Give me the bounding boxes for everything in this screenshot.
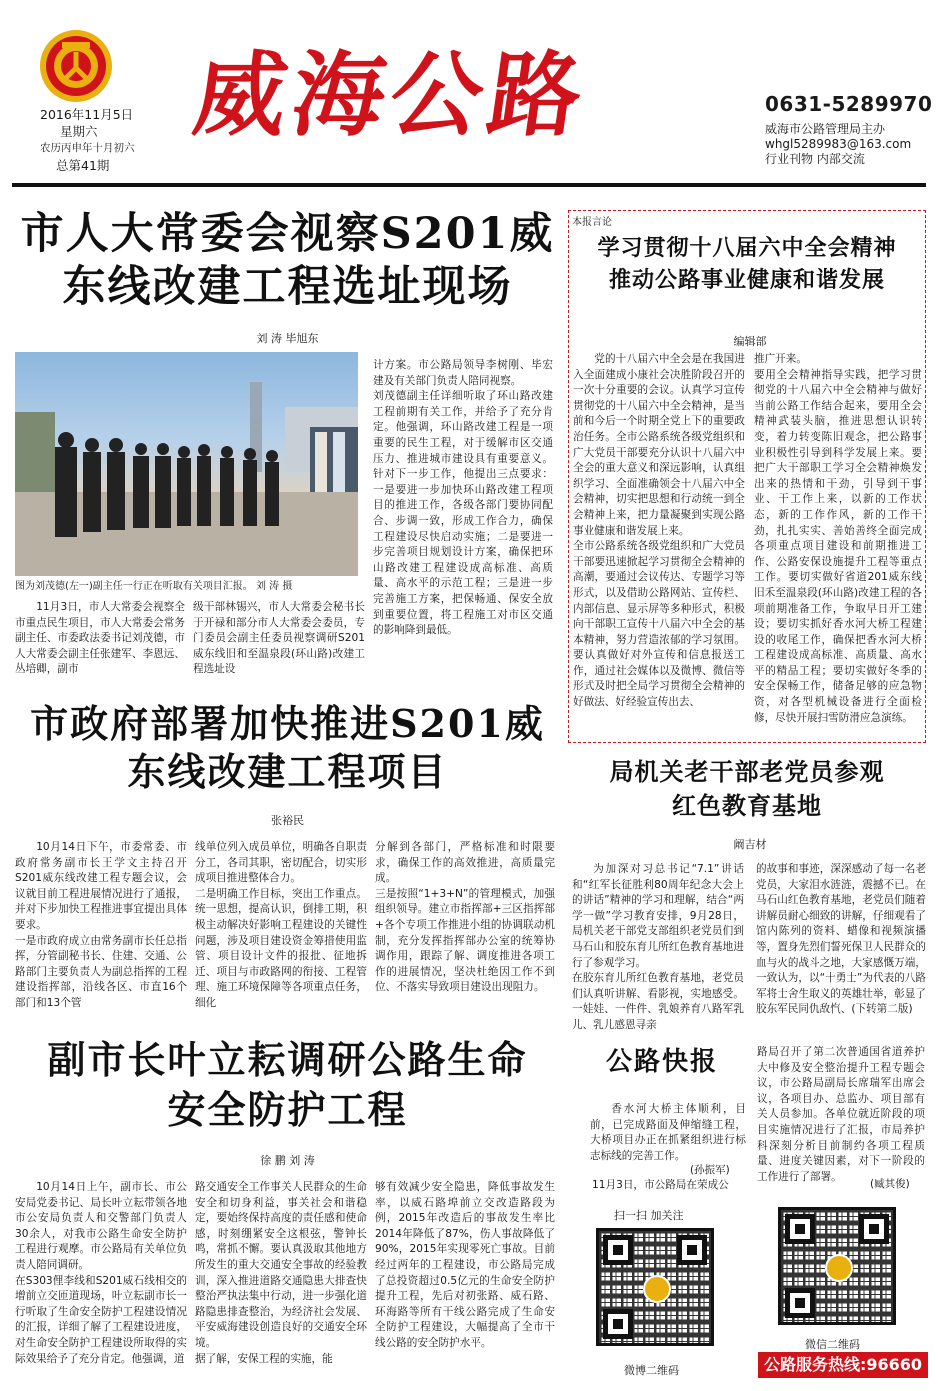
lunar-date: 农历丙申年十月初六 [40,142,135,154]
distribution-note: 行业刊物 内部交流 [765,152,865,166]
issue-number: 总第41期 [56,158,110,173]
masthead-title: 威海公路 [187,41,595,149]
masthead-divider [12,183,926,187]
article1-byline: 刘 涛 毕旭东 [256,332,319,345]
editorial-title-line1: 学习贯彻十八届六中全会精神 [597,235,897,261]
weibo-qr-label: 微博二维码 [624,1364,679,1377]
article3-title-line2: 红色教育基地 [672,791,822,820]
article4-headline [15,1035,560,1135]
article1-photo [15,352,358,576]
article4-title-line1: 副市长叶立耘调研公路生命 [47,1037,528,1082]
article3-col-right: 的故事和事迹，深深感动了每一名老党员，大家泪水涟涟，震撼不已。在马石山红色教育基地，老党员们随着讲解员耐心细致的讲解，仔细观看了馆内陈列的资料、蜡像和视频演播等，置身先烈们誓死保卫人民群众的血与火的战斗之地，大家感慨万端，一致认为，以“十勇士”为代表的八路军将士舍生取义的英雄壮举，彰显了胶东军民同仇敌忾、(下转第二版) [756,863,926,1016]
article1-col-left: 11月3日，市人大常委会视察全市重点民生项目，市人大常委会常务副主任、市委政法委书记刘茂德，市人大常委会副主任张建军、李恩远、丛培卿，副市 [15,601,185,676]
article1-col-right: 计方案。市公路局领导李树刚、毕宏建及有关部门负责人陪同视察。 刘茂德副主任详细听取了环山路改建工程前期有关工作，并给予了充分肯定。他强调，环山路改建工程是一项重要的民生工程，对于缓解市区交通压力、推进城市建设具有重要意义。针对下一步工作，他提出三点要求：一是要进一步加快环山路改建工程项目的推进工作，各级各部门要协同配合、步调一致，形成工作合力，确保工程建设尽快启动实施；二是要进一步完善项目规划设计方案，确保把环山路改建工程建设成高标准、高质量、高水平的示范工程；三是进一步完善施工方案，把保畅通、保安全放到重要位置，将工程施工对市区交通的影响降到最低。 [373,359,553,637]
brief-credit1: (孙振军) [690,1164,730,1176]
article2-col-right: 分解到各部门，严格标准和时限要求，确保工作的高效推进，高质量完成。 三是按照“1+3+N”的管理模式，加强组织领导。建立市指挥部+三区指挥部+各个专项工作推进小组的协调联动机制，充分发挥指挥部办公室的统筹协调作用，跟踪了解、调度推进各项工作的进展情况，坚决杜绝因工作不到位、不落实导致项目建设出现阻力。 [375,841,555,994]
article1-caption: 图为刘茂德(左一)副主任一行正在听取有关项目汇报。 刘 涛 摄 [15,581,293,592]
brief-col-left: 香水河大桥主体顺利，目前，已完成路面及伸缩缝工程，大桥项目办正在抓紧组织进行标志标线的完善工作。 [590,1103,746,1162]
article1-headline [15,208,560,314]
article3-byline: 阚吉材 [733,838,767,851]
qr-code-icon [778,1207,896,1325]
article1-title-line1: 市人大常委会视察S201威 [20,209,555,259]
article2-title-line1: 市政府部署加快推进S201威 [30,701,545,746]
issue-weekday: 星期六 [60,124,98,139]
article1-col-mid: 级干部林锡兴，市人大常委会秘书长于开禄和部分市人大常委会委员，专门委员会副主任委员视察调研S201威东线旧和至温泉段(环山路)改建工程选址设 [193,601,365,676]
phone-number: 0631-5289970 [765,92,933,116]
article4-title-line2: 安全防护工程 [167,1087,408,1132]
brief-col-right: 路局召开了第二次普通国省道养护大中修及安全整治提升工程专题会议，市公路局副局长席瑞军出席会议，各项目办、总监办、项目部有关人员参加。各单位就近阶段的项目实施情况进行了汇报，市局养护科深刻分析目前制约各项工程质量、进度关键因素，对下一阶段的工作进行了部署。 [757,1046,925,1183]
editorial-tag: 本报言论 [572,217,612,228]
brief-credit2: (臧其俊) [870,1178,910,1190]
article2-col-mid: 线单位列入成员单位，明确各自职责分工，各司其职，密切配合，切实形成项目推进整体合力。 二是明确工作目标，突出工作重点。统一思想，提高认识，倒排工期，积极主动解决好影响工程建设的关键性问题，涉及项目建设资金筹措使用监管、项目设计文件的报批、征地拆迁、项目与市政路网的衔接、工程管理、施工环境保障等各项重点任务，细化 [195,841,367,1009]
brief-title: 公路快报 [605,1047,718,1077]
editorial-title-line2: 推动公路事业健康和谐发展 [608,267,885,293]
article1-title-line2: 东线改建工程选址现场 [62,262,513,312]
article4-col-right: 够有效减少安全隐患，降低事故发生率，以威石路埠前立交改造路段为例，2015年改造后的事故发生率比2014年降低了87%，伤人事故降低了90%，2015年实现零死亡事故。目前经过两年的工程建设，市公路局完成了总投资超过0.5亿元的生命安全防护提升工程，先后对初张路、威石路、环海路等所有干线公路完成了生命安全防护工程建设，大幅提高了全市干线公路的安全防护水平。 [375,1181,555,1349]
scan-label: 扫一扫 加关注 [614,1209,684,1222]
brief-note2: 11月3日，市公路局在荣成公 [592,1179,729,1191]
article3-col-left: 为加深对习总书记“7.1”讲话和“红军长征胜利80周年纪念大会上的讲话”精神的学习和理解，结合“两学一做”学习教育安排，9月28日，局机关老干部党支部组织老党员们到马石山和胶东育儿所红色教育基地进行了参观学习。 在胶东育儿所红色教育基地，老党员们认真听讲解、看影视，实地感受。一娃娃、一件件、乳娘养育八路军乳儿、乳儿感恩寻亲 [572,863,744,1031]
article2-col-left: 10月14日下午，市委常委、市政府常务副市长王学文主持召开S201威东线改建工程专题会议，会议就目前工程进展情况进行了通报，并对下步加快工程推进事宜提出具体要求。 一是市政府成立由常务副市长任总指挥，分管副秘书长、住建、交通、公路部门主要负责人为副总指挥的工程建设指挥部，沿线各区、市直16个部门和13个管 [15,841,187,1009]
editorial-byline: 编辑部 [733,335,767,348]
article4-col-mid: 路交通安全工作事关人民群众的生命安全和切身利益，事关社会和谐稳定，要始终保持高度的责任感和使命感，时刻绷紧安全这根弦，警钟长鸣，常抓不懈。要认真汲取其他地方所发生的重大交通安全事故的经验教训，深入推进道路交通隐患大排查快整治严执法集中行动，进一步强化道路隐患排查整治，为经济社会发展、平安威海建设创造良好的交通安全环境。 据了解，安保工程的实施，能 [195,1181,367,1365]
service-hotline: 公路服务热线:96660 [758,1352,928,1378]
article3-title-line1: 局机关老干部老党员参观 [609,757,885,786]
qr-code-icon [596,1228,714,1346]
contact-info [765,92,933,167]
editorial-col-left: 党的十八届六中全会是在我国进入全面建成小康社会决胜阶段召开的一次十分重要的会议。认真学习宣传贯彻党的十八届六中全会精神，是当前和今后一个时期全党上下的重要政治任务。全市公路系统各级党组织和广大党员干部要充分认识十八届六中全会的重大意义和深远影响，认真组织学习、全面准确领会十八届六中全会精神，切实把思想和行动统一到全会精神上来，把力量凝聚到实现公路事业健康和谐发展上来。 全市公路系统各级党组织和广大党员干部要迅速掀起学习贯彻全会精神的高潮，要通过会议传达、专题学习等形式，以及借助公路网站、宣传栏、内部信息、显示屏等多种形式，积极向干部职工宣传十八届六中全会的基本精神，努力营造浓郁的学习氛围。要认真做好对外宣传和信息报送工作，通过社会媒体以及微博、微信等形式及时把全局学习贯彻全会精神的好做法、好经验宣传出去、 [573,353,745,709]
sponsor: 威海市公路管理局主办 [765,122,886,136]
article4-byline: 徐 鹏 刘 涛 [260,1154,315,1167]
article4-col-left: 10月14日上午，副市长、市公安局党委书记、局长叶立耘带领各地市公安局负责人和交警部门负责人30余人，对我市公路生命安全防护工程进行观摩。市公路局有关单位负责人陪同调研。 在S303俚李线和S201威石线相交的增前立交匝道现场，叶立耘副市长一行听取了生命安全防护工程建设情况的汇报，详细了解了工程建设进度，对生命安全防护工程建设所取得的实际效果给予了充分肯定。他强调，道 [15,1181,187,1365]
editorial-headline [568,232,926,296]
issue-date: 2016年11月5日 [40,107,134,122]
editorial-col-right: 推广开来。 要用全会精神指导实践，把学习贯彻党的十八届六中全会精神与做好当前公路工作结合起来，要用全会精神武装头脑，推进思想认识转变，着力转变陈旧观念，把公路事业积极性引导到科学发展上来。要把广大干部职工学习全会精神焕发出来的热情和干劲，引导到干事业、干工作上来，以新的工作状态，新的工作作风，新的工作干劲，扎扎实实、善始善终全面完成各项重点项目建设和前期推进工作、公路安保设施提升工程等重点工作。要切实做好省道201威东线旧禾至温泉段(环山路)改建工程的各项前期准备工作，争取早日开工建设；要切实抓好香水河大桥工程建设的收尾工作，确保把香水河大桥工程建设成高标准、高质量、高水平的精品工程；要切实做好冬季的安全保畅工作，储备足够的应急物资，对各型机械设备进行全面检修，尽快开展扫雪防滑应急演练。 [754,353,922,724]
date-info [40,106,135,174]
article2-title-line2: 东线改建工程项目 [127,749,448,794]
article2-byline: 张裕民 [271,814,304,827]
wechat-qr-label: 微信二维码 [805,1338,860,1351]
article2-headline [15,700,560,796]
highway-emblem-icon [38,28,114,104]
article3-headline [568,755,926,823]
email: whgl5289983@163.com [765,137,912,151]
